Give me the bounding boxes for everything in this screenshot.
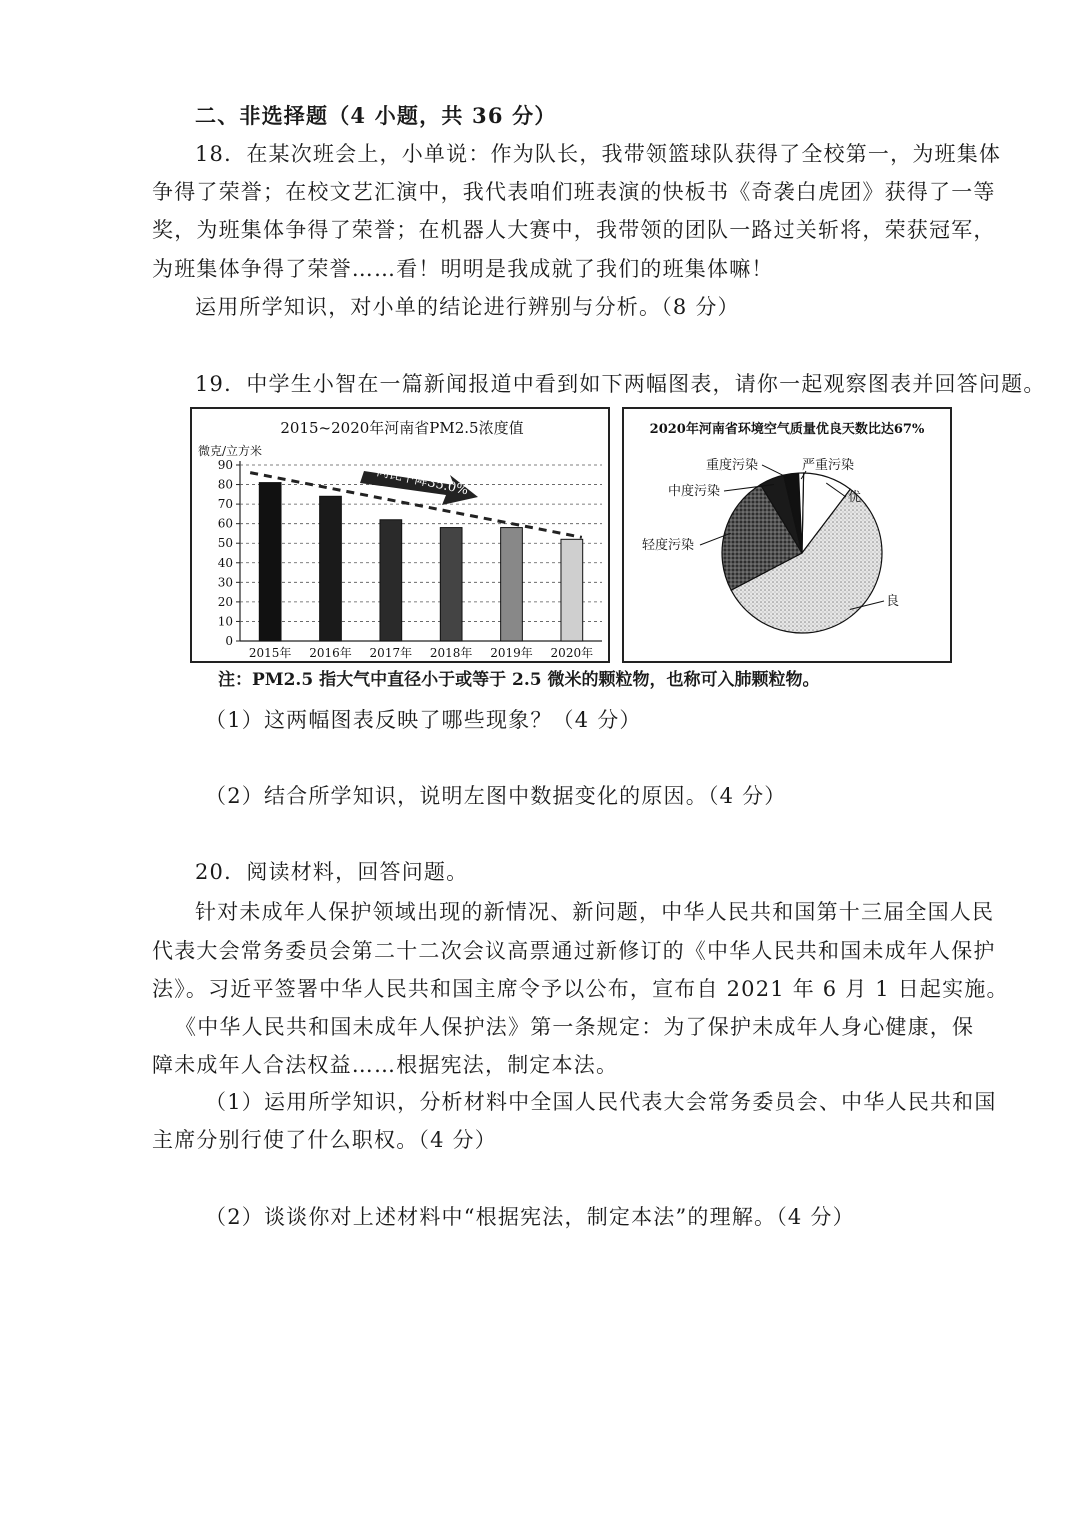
bar-y-tick-label: 30 bbox=[217, 575, 233, 590]
bar-x-tick-label: 2020年 bbox=[550, 646, 594, 660]
pie-chart-title: 2020年河南省环境空气质量优良天数比达67% bbox=[649, 422, 925, 437]
bar-x-tick-label: 2018年 bbox=[429, 646, 473, 660]
q18-line-3: 奖，为班集体争得了荣誉；在机器人大赛中，我带领的团队一路过关斩将，荣获冠军， bbox=[152, 218, 996, 242]
bar-2016年 bbox=[320, 496, 342, 641]
bar-y-tick-label: 40 bbox=[217, 555, 233, 570]
bar-x-tick-label: 2016年 bbox=[309, 646, 352, 660]
q20-line-3: 法》。习近平签署中华人民共和国主席令予以公布，宣布自 2021 年 6 月 1 日起实施。 bbox=[152, 977, 1009, 1001]
bar-2019年 bbox=[501, 528, 523, 641]
bar-chart-ylabel: 微克/立方米 bbox=[198, 444, 263, 458]
bar-x-tick-label: 2015年 bbox=[248, 646, 292, 660]
pm25-note: 注：PM2.5 指大气中直径小于或等于 2.5 微米的颗粒物，也称可入肺颗粒物。 bbox=[218, 670, 820, 690]
bar-2015年 bbox=[259, 483, 281, 641]
bar-y-tick-label: 10 bbox=[217, 614, 233, 629]
pie-label-优: 优 bbox=[848, 490, 862, 505]
pie-label-良: 良 bbox=[886, 594, 900, 609]
q20-sub2: （2）谈谈你对上述材料中“根据宪法，制定本法”的理解。（4 分） bbox=[205, 1205, 855, 1229]
bar-chart-title: 2015~2020年河南省PM2.5浓度值 bbox=[280, 419, 524, 437]
q19-intro: 19．中学生小智在一篇新闻报道中看到如下两幅图表，请你一起观察图表并回答问题。 bbox=[195, 372, 1046, 396]
bar-y-tick-label: 20 bbox=[217, 594, 233, 609]
q20-line-1: 针对未成年人保护领域出现的新情况、新问题，中华人民共和国第十三届全国人民 bbox=[195, 900, 995, 924]
bar-2018年 bbox=[440, 528, 462, 641]
pie-label-中度污染: 中度污染 bbox=[668, 484, 721, 499]
section-title: 二、非选择题（4 小题，共 36 分） bbox=[195, 103, 557, 128]
q18-line-5: 运用所学知识，对小单的结论进行辨别与分析。（8 分） bbox=[195, 295, 740, 319]
pie-chart-svg bbox=[624, 409, 950, 661]
bar-x-tick-label: 2017年 bbox=[369, 646, 413, 660]
bar-y-tick-label: 80 bbox=[217, 477, 233, 492]
q18-line-4: 为班集体争得了荣誉……看！明明是我成就了我们的班集体嘛！ bbox=[152, 257, 774, 281]
bar-y-tick-label: 70 bbox=[217, 497, 233, 512]
q20-line-5: 障未成年人合法权益……根据宪法，制定本法。 bbox=[152, 1053, 619, 1077]
pm25-bar-chart bbox=[190, 407, 610, 663]
decline-annotation: 同比下降35.0% bbox=[375, 464, 470, 499]
bar-chart-svg bbox=[192, 409, 608, 661]
pie-label-重度污染: 重度污染 bbox=[706, 458, 759, 473]
q20-line-4: 《中华人民共和国未成年人保护法》第一条规定：为了保护未成年人身心健康，保 bbox=[175, 1015, 975, 1039]
bar-y-tick-label: 60 bbox=[217, 516, 233, 531]
bar-y-tick-label: 90 bbox=[217, 458, 233, 472]
q19-sub2: （2）结合所学知识，说明左图中数据变化的原因。（4 分） bbox=[205, 784, 787, 808]
bar-y-tick-label: 50 bbox=[217, 536, 233, 551]
q20-line-2: 代表大会常务委员会第二十二次会议高票通过新修订的《中华人民共和国未成年人保护 bbox=[152, 939, 996, 963]
q19-sub1: （1）这两幅图表反映了哪些现象？（4 分） bbox=[205, 708, 642, 732]
bar-2017年 bbox=[380, 520, 402, 641]
q20-title: 20．阅读材料，回答问题。 bbox=[195, 860, 469, 884]
q18-line-2: 争得了荣誉；在校文艺汇演中，我代表咱们班表演的快板书《奇袭白虎团》获得了一等 bbox=[152, 180, 996, 204]
bar-y-tick-label: 0 bbox=[225, 634, 233, 648]
q20-sub1-line-2: 主席分别行使了什么职权。（4 分） bbox=[152, 1128, 497, 1152]
q18-line-1: 18．在某次班会上，小单说：作为队长，我带领篮球队获得了全校第一，为班集体 bbox=[195, 142, 1002, 166]
q20-sub1-line-1: （1）运用所学知识，分析材料中全国人民代表大会常务委员会、中华人民共和国 bbox=[205, 1090, 997, 1114]
pie-label-轻度污染: 轻度污染 bbox=[642, 538, 695, 553]
air-quality-pie-chart bbox=[622, 407, 952, 663]
pie-label-严重污染: 严重污染 bbox=[802, 458, 855, 473]
bar-2020年 bbox=[561, 539, 583, 641]
bar-x-tick-label: 2019年 bbox=[490, 646, 533, 660]
